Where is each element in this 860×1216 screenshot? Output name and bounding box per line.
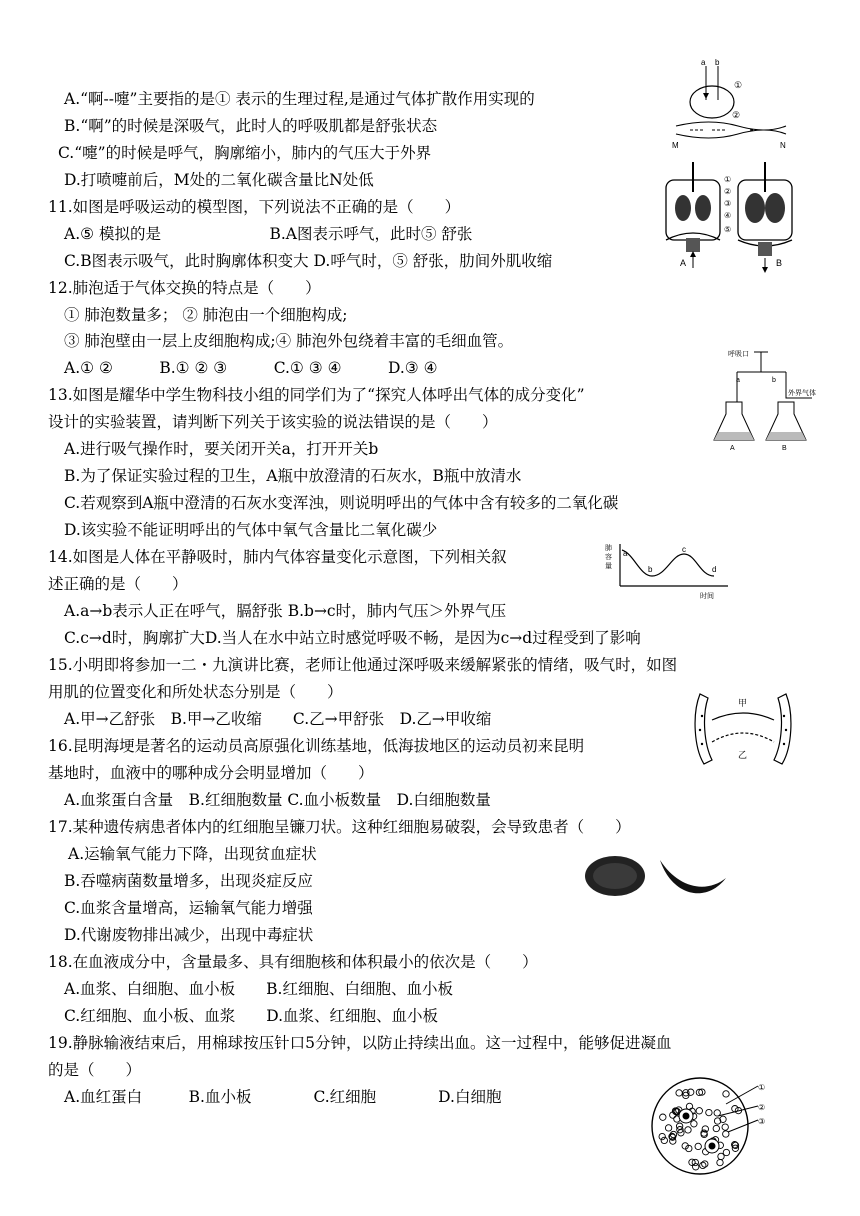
q17-option-b: B.吞噬病菌数量增多，出现炎症反应 bbox=[64, 872, 313, 890]
q14-stem-2: 述正确的是（ ） bbox=[48, 575, 188, 593]
q10-fig-label-2: ② bbox=[732, 110, 741, 120]
q11-options-ab: A.⑤ 模拟的是 B.A图表示呼气，此时⑤ 舒张 bbox=[64, 225, 473, 243]
red-blood-cell-shape bbox=[702, 1161, 708, 1167]
q14-fig-label-lung: 肺 bbox=[605, 545, 612, 552]
red-blood-cell-shape bbox=[665, 1125, 671, 1131]
q14-fig-label-d: d bbox=[712, 565, 717, 574]
red-blood-cell-shape bbox=[717, 1159, 723, 1165]
q17-option-a: A.运输氧气能力下降，出现贫血症状 bbox=[68, 845, 317, 863]
red-blood-cell-shape bbox=[659, 1133, 665, 1139]
q14-fig-label-c: c bbox=[682, 545, 686, 554]
q15-options: A.甲→乙舒张 B.甲→乙收缩 C.乙→甲舒张 D.乙→甲收缩 bbox=[64, 710, 492, 728]
q13-stem-1: 13.如图是耀华中学生物科技小组的同学们为了“探究人体呼出气体的成分变化” bbox=[48, 386, 585, 404]
q17-option-d: D.代谢废物排出减少，出现中毒症状 bbox=[64, 926, 314, 944]
red-blood-cell-shape bbox=[660, 1114, 666, 1120]
q11-fig-label-b: B bbox=[776, 258, 783, 268]
q10-option-a: A.“啊--嚏”主要指的是① 表示的生理过程,是通过气体扩散作用实现的 bbox=[64, 90, 535, 108]
q14-options-ab: A.a→b表示人正在呼气，膈舒张 B.b→c时，肺内气压＞外界气压 bbox=[64, 602, 507, 620]
diaphragm-figure bbox=[690, 686, 796, 768]
q11-fig-label-2: ② bbox=[724, 187, 732, 196]
q10-fig-label-m: M bbox=[672, 141, 679, 150]
q13-fig-label-b: b bbox=[772, 377, 776, 384]
red-blood-cell-shape bbox=[661, 1137, 667, 1143]
q11-fig-label-5: ⑤ bbox=[724, 225, 732, 234]
q16-stem-2: 基地时，血液中的哪种成分会明显增加（ ） bbox=[48, 764, 374, 782]
q12-item-2: ③ 肺泡壁由一层上皮细胞构成;④ 肺泡外包绕着丰富的毛细血管。 bbox=[64, 332, 514, 350]
q17-stem: 17.某种遗传病患者体内的红细胞呈镰刀状。这种红细胞易破裂，会导致患者（ ） bbox=[48, 818, 631, 836]
q13-fig-label-outside-air: 外界气体 bbox=[788, 390, 816, 397]
q16-stem-1: 16.昆明海埂是著名的运动员高原强化训练基地，低海拔地区的运动员初来昆明 bbox=[48, 737, 585, 755]
q13-option-d: D.该实验不能证明呼出的气体中氧气含量比二氧化碳少 bbox=[64, 521, 438, 539]
q10-option-b: B.“啊”的时候是深吸气，此时人的呼吸肌都是舒张状态 bbox=[64, 117, 438, 135]
q19-stem-1: 19.静脉输液结束后，用棉球按压针口5分钟，以防止持续出血。这一过程中，能够促进凝血 bbox=[48, 1034, 672, 1052]
lung-volume-curve-figure bbox=[604, 540, 734, 602]
blood-smear-figure bbox=[648, 1070, 772, 1182]
flask-apparatus-figure bbox=[712, 342, 824, 454]
q10-fig-label-1: ① bbox=[734, 80, 743, 90]
q15-fig-label-jia: 甲 bbox=[738, 698, 748, 708]
q11-fig-label-1: ① bbox=[724, 175, 732, 184]
q13-option-b: B.为了保证实验过程的卫生，A瓶中放澄清的石灰水，B瓶中放清水 bbox=[64, 467, 522, 485]
red-blood-cell-shape bbox=[723, 1149, 729, 1155]
q18-options-ab: A.血浆、白细胞、血小板 B.红细胞、白细胞、血小板 bbox=[64, 980, 453, 998]
q11-options-cd: C.B图表示吸气，此时胸廓体积变大 D.呼气时，⑤ 舒张，肋间外肌收缩 bbox=[64, 252, 553, 270]
q11-fig-label-4: ④ bbox=[724, 211, 732, 220]
q13-fig-label-a: a bbox=[736, 377, 740, 384]
bell-jar-model-figure bbox=[658, 150, 798, 272]
q13-stem-2: 设计的实验装置，请判断下列关于该实验的说法错误的是（ ） bbox=[48, 413, 498, 431]
q19-fig-label-1: ① bbox=[758, 1083, 766, 1092]
red-blood-cell-shape bbox=[693, 1164, 699, 1170]
q11-fig-label-a: A bbox=[680, 258, 687, 268]
red-blood-cell-shape bbox=[676, 1090, 682, 1096]
q19-fig-label-2: ② bbox=[758, 1103, 766, 1112]
q18-options-cd: C.红细胞、血小板、血浆 D.血浆、红细胞、血小板 bbox=[64, 1007, 439, 1025]
q14-stem-1: 14.如图是人体在平静吸时，肺内气体容量变化示意图，下列相关叙 bbox=[48, 548, 507, 566]
q11-fig-label-3: ③ bbox=[724, 199, 732, 208]
q13-fig-label-flask-b: B bbox=[782, 445, 787, 452]
red-blood-cell-shape bbox=[688, 1089, 694, 1095]
q14-fig-label-a: a bbox=[623, 549, 628, 558]
red-blood-cell-shape bbox=[706, 1109, 712, 1115]
q14-fig-label-b: b bbox=[648, 565, 653, 574]
q14-fig-label-capacity-1: 容 bbox=[605, 554, 612, 561]
alveolus-figure bbox=[670, 56, 790, 150]
q14-options-cd: C.c→d时，胸廓扩大D.当人在水中站立时感觉呼吸不畅，是因为c→d过程受到了影响 bbox=[64, 629, 641, 647]
q17-option-c: C.血浆含量增高，运输氧气能力增强 bbox=[64, 899, 313, 917]
q14-fig-label-time: 时间 bbox=[700, 593, 714, 600]
red-blood-cell-shape bbox=[691, 1121, 697, 1127]
q18-stem: 18.在血液成分中，含量最多、具有细胞核和体积最小的依次是（ ） bbox=[48, 953, 538, 971]
q12-options: A.① ② B.① ② ③ C.① ③ ④ D.③ ④ bbox=[64, 359, 438, 377]
q12-item-1: ① 肺泡数量多； ② 肺泡由一个细胞构成; bbox=[64, 306, 348, 324]
q13-fig-label-flask-a: A bbox=[730, 445, 735, 452]
q10-option-d: D.打喷嚏前后，M处的二氧化碳含量比N处低 bbox=[64, 171, 374, 189]
q14-fig-label-capacity-2: 量 bbox=[605, 563, 612, 570]
q15-stem-1: 15.小明即将参加一二・九演讲比赛，老师让他通过深呼吸来缓解紧张的情绪，吸气时，如图 bbox=[48, 656, 678, 674]
q10-fig-label-a: a bbox=[701, 58, 706, 67]
red-blood-cell-shape bbox=[723, 1091, 729, 1097]
red-blood-cell-shape bbox=[713, 1125, 719, 1131]
red-blood-cell-shape bbox=[722, 1124, 728, 1130]
q13-option-c: C.若观察到A瓶中澄清的石灰水变浑浊，则说明呼出的气体中含有较多的二氧化碳 bbox=[64, 494, 619, 512]
red-blood-cell-shape bbox=[695, 1143, 701, 1149]
q19-options: A.血红蛋白 B.血小板 C.红细胞 D.白细胞 bbox=[64, 1088, 502, 1106]
red-blood-cell-shape bbox=[696, 1108, 702, 1114]
q19-stem-2: 的是（ ） bbox=[48, 1061, 142, 1079]
q13-option-a: A.进行吸气操作时，要关闭开关a，打开开关b bbox=[64, 440, 379, 458]
q13-fig-label-mouthpiece: 呼吸口 bbox=[728, 351, 749, 358]
q15-fig-label-yi: 乙 bbox=[738, 750, 748, 760]
q10-fig-label-b: b bbox=[715, 58, 720, 67]
q15-stem-2: 用肌的位置变化和所处状态分别是（ ） bbox=[48, 683, 343, 701]
q12-stem: 12.肺泡适于气体交换的特点是（ ） bbox=[48, 279, 321, 297]
q10-option-c: C.“嚏”的时候是呼气，胸廓缩小，肺内的气压大于外界 bbox=[58, 144, 432, 162]
q11-stem: 11.如图是呼吸运动的模型图，下列说法不正确的是（ ） bbox=[48, 198, 461, 216]
q16-options: A.血浆蛋白含量 B.红细胞数量 C.血小板数量 D.白细胞数量 bbox=[64, 791, 491, 809]
q19-fig-label-3: ③ bbox=[758, 1117, 766, 1126]
red-blood-cell-shape bbox=[685, 1127, 691, 1133]
sickle-cell-figure bbox=[582, 848, 732, 904]
q10-fig-label-n: N bbox=[780, 141, 786, 150]
